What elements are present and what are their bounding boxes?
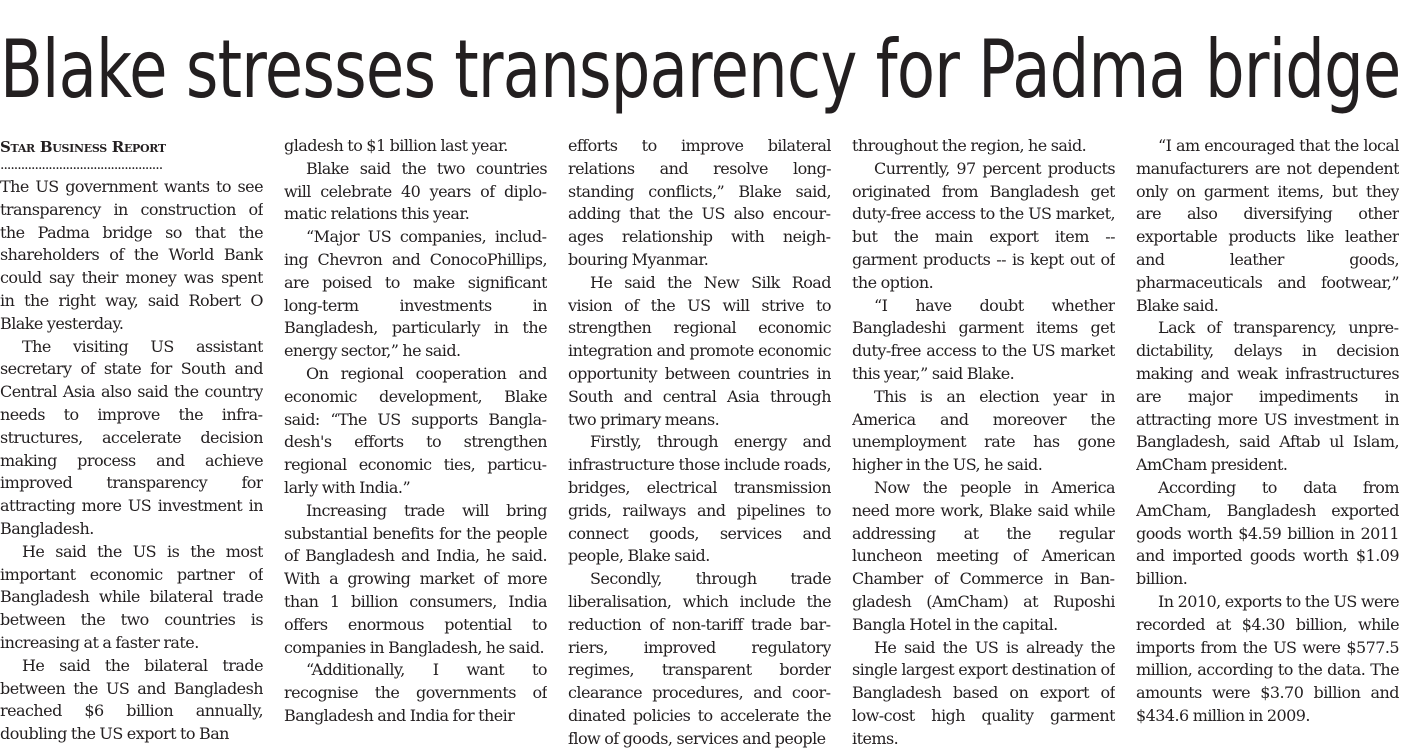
article-paragraph: This is an election year in America and moreover the unemployment rate has gone higher in the US, he said. bbox=[852, 386, 1115, 475]
article-paragraph: He said the bilateral trade between the US and Bangladesh reached $6 billion annually, doubling the US export to Ban bbox=[0, 655, 263, 744]
article-column-4 bbox=[852, 135, 1115, 754]
article-paragraph: He said the US is the most important economic partner of Bangladesh while bilateral trade between the two countries is increasing at a faster rate. bbox=[0, 541, 263, 652]
byline-separator: ............................................... bbox=[0, 158, 163, 173]
article-paragraph: “I have doubt whether Bangladeshi garment items get duty-free access to the US market this year,” said Blake. bbox=[852, 295, 1115, 383]
article-paragraph: Currently, 97 percent products originated from Bangladesh get duty-free access to the US market, but the main export item -- garment products -- is kept out of the option. bbox=[852, 158, 1115, 292]
article-paragraph: Now the people in America need more work, Blake said while addressing at the regular luncheon meeting of American Chamber of Commerce in Bangladesh (AmCham) at Ruposhi Bangla Hotel in the capital. bbox=[852, 477, 1115, 634]
article-paragraph: He said the US is already the single largest export destination of Bangladesh based on export of low-cost high quality garment items. bbox=[852, 637, 1115, 748]
article-paragraph: On regional cooperation and economic development, Blake said: “The US supports Bangladesh's efforts to strengthen regional economic ties, particularly with India.” bbox=[284, 363, 547, 497]
article-paragraph: “Major US companies, including Chevron and ConocoPhillips, are poised to make significant long-term investments in Bangladesh, particularly in the energy sector,” he said. bbox=[284, 227, 547, 361]
article-column-1 bbox=[0, 135, 263, 754]
article-paragraph: efforts to improve bilateral relations and resolve long-standing conflicts,” Blake said, adding that the US also encourages relationship with neighbouring Myanmar. bbox=[568, 136, 831, 269]
headline: Blake stresses transparency for Padma bridge bbox=[0, 23, 1401, 116]
article-paragraph: According to data from AmCham, Bangladesh exported goods worth $4.59 billion in 2011 and imported goods worth $1.09 billion. bbox=[1136, 477, 1399, 589]
article-paragraph: “I am encouraged that the local manufacturers are not dependent only on garment items, but they are also diversifying other exportable products like leather and leather goods, pharmaceuticals and footwear,” Blake said. bbox=[1136, 136, 1399, 315]
article-paragraph: Lack of transparency, unpredictability, delays in decision making and weak infrastructures are major impediments in attracting more US investment in Bangladesh, said Aftab ul Islam, AmCham president. bbox=[1136, 318, 1399, 475]
article-paragraph: throughout the region, he said. bbox=[852, 136, 1087, 155]
article-paragraph: Blake said the two countries will celebrate 40 years of diplomatic relations this year. bbox=[284, 158, 547, 224]
article-column-2 bbox=[284, 135, 547, 754]
article-paragraph: Secondly, through trade liberalisation, which include the reduction of non-tariff trade barriers, improved regulatory regimes, transparent border clearance procedures, and coordinated policies to accelerate the flow of goods, services and people bbox=[568, 569, 831, 748]
article-paragraph: Firstly, through energy and infrastructure those include roads, bridges, electrical transmission grids, railways and pipelines to connect goods, services and people, Blake said. bbox=[568, 432, 831, 566]
article-paragraph: The visiting US assistant secretary of state for South and Central Asia also said the country needs to improve the infrastructures, accelerate decision making process and achieve improved transparency for attracting more US investment in Bangladesh. bbox=[0, 336, 263, 538]
byline: Star Business Report bbox=[0, 138, 166, 156]
article-paragraph: The US government wants to see transparency in construction of the Padma bridge so that the shareholders of the World Bank could say their money was spent in the right way, said Robert O Blake yesterday. bbox=[0, 177, 263, 333]
article-paragraph: gladesh to $1 billion last year. bbox=[284, 136, 508, 155]
article-body bbox=[0, 135, 1423, 754]
article-paragraph: He said the New Silk Road vision of the US will strive to strengthen regional economic integration and promote economic opportunity between countries in South and central Asia through two primary means. bbox=[568, 272, 831, 429]
article-column-5 bbox=[1136, 135, 1399, 754]
article-paragraph: Increasing trade will bring substantial benefits for the people of Bangladesh and India, he said. With a growing market of more than 1 billion consumers, India offers enormous potential to companies in Bangladesh, he said. bbox=[284, 500, 547, 657]
article-column-3 bbox=[568, 135, 831, 754]
article-paragraph: “Additionally, I want to recognise the governments of Bangladesh and India for their bbox=[284, 660, 547, 725]
article-paragraph: In 2010, exports to the US were recorded at $4.30 billion, while imports from the US were $577.5 million, according to the data. The amounts were $3.70 billion and $434.6 million in 2009. bbox=[1136, 591, 1399, 725]
